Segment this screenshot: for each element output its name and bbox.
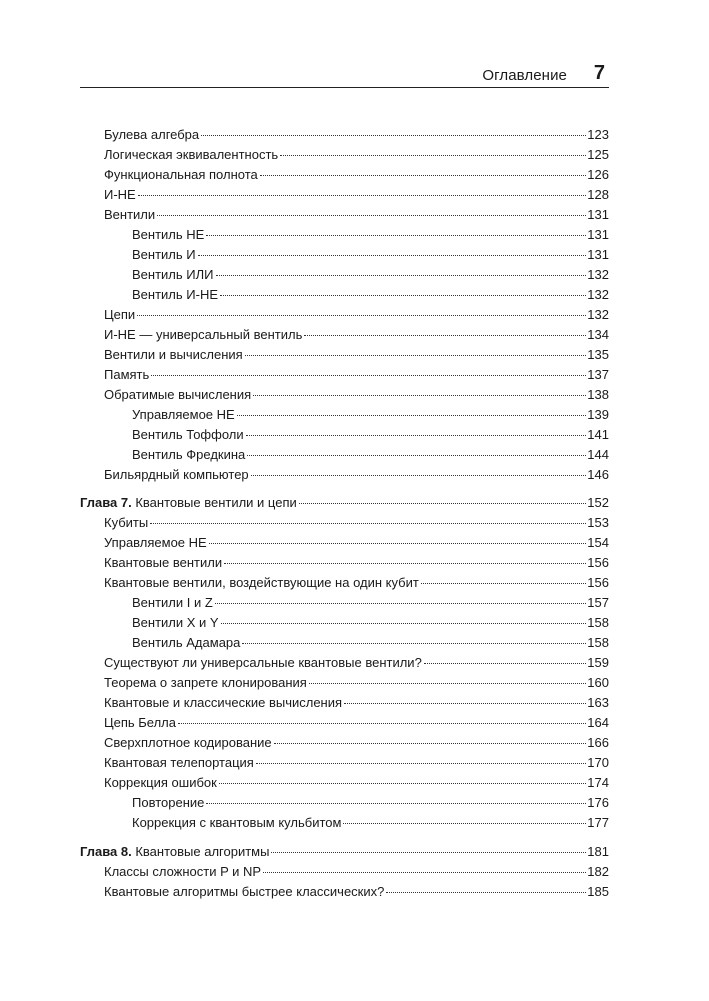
toc-leader-dots [201, 135, 586, 136]
toc-leader-dots [263, 872, 586, 873]
toc-leader-dots [304, 335, 586, 336]
toc-entry-page: 135 [587, 347, 609, 362]
toc-leader-dots [209, 543, 587, 544]
toc-entry [132, 286, 609, 303]
toc-entry [132, 246, 609, 263]
toc-entry-label [132, 614, 219, 631]
toc-entry-page: 131 [587, 207, 609, 222]
toc-leader-dots [224, 563, 586, 564]
toc-entry [132, 426, 609, 443]
toc-leader-dots [242, 643, 586, 644]
toc-entry-page: 132 [587, 307, 609, 322]
toc-entry-page: 153 [587, 515, 609, 530]
toc-entry-page: 146 [587, 467, 609, 482]
toc-entry-title: Вентили X и Y [132, 615, 219, 630]
toc-entry-page: 163 [587, 695, 609, 710]
toc-entry [132, 614, 609, 631]
toc-entry-page: 156 [587, 575, 609, 590]
toc-entry [104, 734, 609, 751]
toc-leader-dots [260, 175, 587, 176]
toc-entry-label [132, 794, 204, 811]
toc-entry-label [104, 534, 207, 551]
toc-entry-label [104, 774, 217, 791]
toc-entry-page: 170 [587, 755, 609, 770]
toc-entry-title: Обратимые вычисления [104, 387, 252, 402]
toc-entry [132, 406, 609, 423]
toc-leader-dots [220, 295, 586, 296]
toc-entry-page: 123 [587, 127, 609, 142]
toc-entry-label [80, 494, 297, 511]
toc-entry [104, 366, 609, 383]
toc-entry-title: Квантовые и классические вычисления [104, 695, 343, 710]
toc-leader-dots [251, 475, 587, 476]
toc-entry-label [132, 426, 244, 443]
toc-entry [104, 386, 609, 403]
toc-entry-label [132, 226, 204, 243]
toc-entry-label [132, 446, 245, 463]
toc-entry [104, 146, 609, 163]
toc-entry-page: 159 [587, 655, 609, 670]
toc-entry-title: Управляемое НЕ [132, 407, 235, 422]
toc-entry-title: Вентили I и Z [132, 595, 213, 610]
toc-entry-label [104, 574, 419, 591]
toc-entry-label [104, 714, 176, 731]
toc-entry-label [104, 466, 249, 483]
toc-entry [132, 814, 609, 831]
toc-chapter-number: Глава 7. [80, 495, 132, 510]
toc-entry-title: Логическая эквивалентность [104, 147, 279, 162]
toc-entry-page: 185 [587, 884, 609, 899]
toc-entry-title: Вентили [104, 207, 156, 222]
toc-entry-title: Повторение [132, 795, 205, 810]
toc-entry-title: Вентиль И [132, 247, 196, 262]
toc-entry-label [132, 286, 218, 303]
toc-leader-dots [246, 435, 587, 436]
toc-leader-dots [247, 455, 586, 456]
toc-entry [132, 594, 609, 611]
toc-entry [104, 863, 609, 880]
toc-entry-page: 152 [587, 495, 609, 510]
toc-entry-page: 174 [587, 775, 609, 790]
toc-entry [104, 674, 609, 691]
toc-leader-dots [221, 623, 587, 624]
toc-entry-page: 154 [587, 535, 609, 550]
toc-leader-dots [280, 155, 586, 156]
toc-entry-label [104, 206, 155, 223]
toc-entry-page: 132 [587, 287, 609, 302]
toc-leader-dots [206, 803, 586, 804]
toc-entry-label [132, 266, 214, 283]
toc-entry [104, 166, 609, 183]
toc-entry-label [104, 754, 254, 771]
toc-leader-dots [216, 275, 587, 276]
toc-entry-title: Коррекция ошибок [104, 775, 217, 790]
toc-leader-dots [219, 783, 586, 784]
toc-entry-label [104, 694, 342, 711]
toc-entry [104, 654, 609, 671]
toc-leader-dots [424, 663, 587, 664]
toc-leader-dots [150, 523, 586, 524]
toc-entry [132, 634, 609, 651]
toc-entry-label [104, 126, 199, 143]
toc-entry [104, 754, 609, 771]
toc-entry-title: Булева алгебра [104, 127, 200, 142]
toc-entry-label [132, 634, 240, 651]
toc-entry [104, 534, 609, 551]
toc-leader-dots [178, 723, 586, 724]
toc-entry-label [104, 863, 261, 880]
toc-entry [104, 514, 609, 531]
toc-entry [132, 226, 609, 243]
toc-entry [132, 266, 609, 283]
toc-entry-title: Существуют ли универсальные квантовые вентили? [104, 655, 422, 670]
toc-entry-title: Вентили и вычисления [104, 347, 243, 362]
toc-entry-page: 131 [587, 227, 609, 242]
toc-entry-page: 182 [587, 864, 609, 879]
toc-entry-label [104, 514, 148, 531]
toc-entry [104, 186, 609, 203]
toc-entry-title: Вентиль НЕ [132, 227, 205, 242]
toc-entry-label [104, 674, 307, 691]
toc-entry [104, 883, 609, 900]
toc-leader-dots [137, 315, 586, 316]
toc-entry-page: 160 [587, 675, 609, 690]
toc-entry-title: Управляемое НЕ [104, 535, 207, 550]
toc-entry-page: 128 [587, 187, 609, 202]
toc-entry-label [132, 814, 341, 831]
toc-entry [104, 694, 609, 711]
toc-leader-dots [215, 603, 587, 604]
toc-entry-label [104, 366, 149, 383]
toc-entry-title: Классы сложности P и NP [104, 864, 262, 879]
toc-entry-label [80, 843, 269, 860]
toc-entry-label [104, 146, 278, 163]
toc-entry [104, 466, 609, 483]
toc-entry-title: Квантовые вентили, воздействующие на один кубит [104, 575, 419, 590]
toc-entry-title: Квантовые вентили и цепи [135, 495, 297, 510]
toc-leader-dots [299, 503, 587, 504]
toc-entry-label [104, 166, 258, 183]
toc-entry [132, 794, 609, 811]
toc-entry-label [104, 306, 135, 323]
toc-entry-title: Вентиль И-НЕ [132, 287, 218, 302]
toc-entry-page: 158 [587, 615, 609, 630]
toc-entry [104, 206, 609, 223]
toc-leader-dots [151, 375, 586, 376]
toc-leader-dots [245, 355, 587, 356]
toc-chapter-entry [80, 843, 609, 860]
toc-entry-page: 138 [587, 387, 609, 402]
toc-entry-title: Квантовые вентили [104, 555, 223, 570]
toc-entry-label [132, 594, 213, 611]
toc-entry-title: Цепи [104, 307, 136, 322]
toc-entry [104, 346, 609, 363]
toc-leader-dots [421, 583, 587, 584]
toc-entry [104, 326, 609, 343]
toc-entry-title: Сверхплотное кодирование [104, 735, 272, 750]
toc-entry-page: 176 [587, 795, 609, 810]
toc-entry-title: И-НЕ [104, 187, 136, 202]
toc-entry [104, 554, 609, 571]
toc-entry-label [132, 406, 235, 423]
toc-leader-dots [206, 235, 586, 236]
toc-entry [104, 714, 609, 731]
toc-entry-page: 126 [587, 167, 609, 182]
toc-chapter-entry [80, 494, 609, 511]
toc-entry-page: 177 [587, 815, 609, 830]
toc-entry-title: Квантовая телепортация [104, 755, 254, 770]
toc-entry-title: И-НЕ — универсальный вентиль [104, 327, 303, 342]
toc-entry [132, 446, 609, 463]
toc-entry [104, 306, 609, 323]
toc-entry-title: Вентиль Адамара [132, 635, 241, 650]
toc-entry [104, 126, 609, 143]
header-divider [80, 87, 609, 88]
toc-entry-page: 157 [587, 595, 609, 610]
page-number: 7 [593, 62, 605, 84]
toc-entry-title: Функциональная полнота [104, 167, 258, 182]
toc-entry-label [104, 326, 302, 343]
toc-leader-dots [309, 683, 586, 684]
toc-entry-title: Кубиты [104, 515, 149, 530]
toc-entry-page: 164 [587, 715, 609, 730]
toc-entry-title: Вентиль ИЛИ [132, 267, 214, 282]
toc-entry-page: 181 [587, 844, 609, 859]
toc-entry-page: 125 [587, 147, 609, 162]
toc-leader-dots [237, 415, 587, 416]
toc-entry-page: 134 [587, 327, 609, 342]
toc-entry-page: 139 [587, 407, 609, 422]
toc-entry-label [104, 386, 251, 403]
toc-entry-title: Квантовые алгоритмы [135, 844, 270, 859]
toc-entry-title: Вентиль Фредкина [132, 447, 246, 462]
toc-entry-label [104, 883, 384, 900]
toc-entry-page: 144 [587, 447, 609, 462]
toc-entry-label [104, 654, 422, 671]
toc-entry [104, 574, 609, 591]
toc-chapter-number: Глава 8. [80, 844, 132, 859]
running-header-title: Оглавление [482, 67, 567, 84]
toc-entry-page: 131 [587, 247, 609, 262]
toc-entry-title: Теорема о запрете клонирования [104, 675, 307, 690]
toc-entry-page: 137 [587, 367, 609, 382]
toc-leader-dots [343, 823, 586, 824]
toc-entry-label [104, 554, 222, 571]
toc-leader-dots [274, 743, 587, 744]
running-header [80, 62, 609, 86]
toc-entry-label [132, 246, 196, 263]
toc-entry-title: Вентиль Тоффоли [132, 427, 244, 442]
toc-leader-dots [138, 195, 587, 196]
toc-entry-label [104, 734, 272, 751]
toc-entry-title: Квантовые алгоритмы быстрее классических? [104, 884, 385, 899]
toc-leader-dots [344, 703, 586, 704]
toc-leader-dots [198, 255, 587, 256]
toc-entry-title: Коррекция с квантовым кульбитом [132, 815, 342, 830]
toc-entry-page: 156 [587, 555, 609, 570]
toc-entry-title: Бильярдный компьютер [104, 467, 249, 482]
toc-entry-page: 166 [587, 735, 609, 750]
toc-entry [104, 774, 609, 791]
toc-leader-dots [386, 892, 586, 893]
toc-leader-dots [253, 395, 586, 396]
toc-entry-label [104, 186, 136, 203]
toc-leader-dots [256, 763, 586, 764]
toc-entry-title: Цепь Белла [104, 715, 177, 730]
toc-entry-page: 141 [587, 427, 609, 442]
toc-leader-dots [271, 852, 586, 853]
toc-entry-page: 132 [587, 267, 609, 282]
toc-entry-label [104, 346, 243, 363]
toc-entry-page: 158 [587, 635, 609, 650]
toc-entry-title: Память [104, 367, 150, 382]
toc-leader-dots [157, 215, 586, 216]
